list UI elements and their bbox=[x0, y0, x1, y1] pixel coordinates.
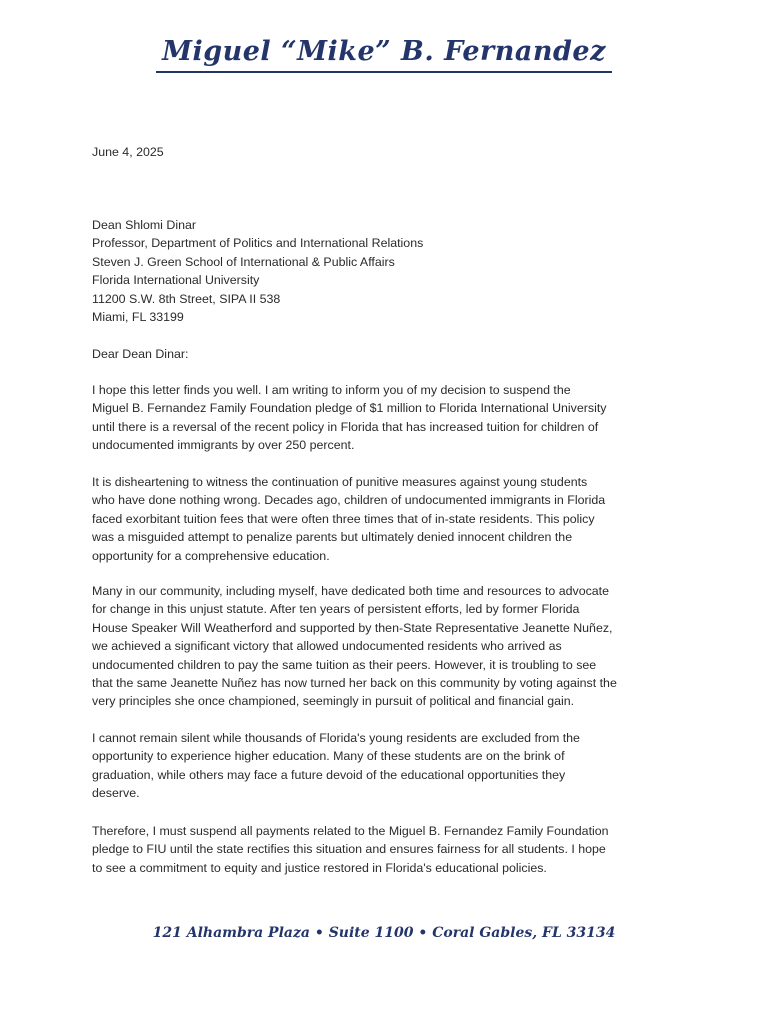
recipient-line: Florida International University bbox=[92, 273, 260, 288]
recipient-line: 11200 S.W. 8th Street, SIPA II 538 bbox=[92, 291, 281, 306]
paragraph-line: opportunity to experience higher education. Many of these students are on the brink of bbox=[92, 749, 565, 764]
recipient-line: Dean Shlomi Dinar bbox=[92, 218, 196, 232]
paragraph-line: to see a commitment to equity and justice restored in Florida's educational policies. bbox=[92, 860, 547, 875]
paragraph-line: I hope this letter finds you well. I am writing to inform you of my decision to suspend the bbox=[92, 383, 571, 397]
paragraph-line: House Speaker Will Weatherford and supported by then-State Representative Jeanette Nuñez, bbox=[92, 620, 613, 635]
recipient-line: Miami, FL 33199 bbox=[92, 310, 184, 325]
recipient-line: Steven J. Green School of International & Public Affairs bbox=[92, 254, 395, 269]
paragraph-line: Miguel B. Fernandez Family Foundation pledge of $1 million to Florida International University bbox=[92, 401, 607, 416]
paragraph-line: who have done nothing wrong. Decades ago, children of undocumented immigrants in Florida bbox=[92, 493, 606, 508]
paragraph-4 bbox=[92, 729, 692, 803]
paragraph-line: for change in this unjust statute. After ten years of persistent efforts, led by former Florida bbox=[92, 602, 580, 617]
paragraph-line: I cannot remain silent while thousands of Florida's young residents are excluded from the bbox=[92, 731, 580, 745]
paragraph-line: that the same Jeanette Nuñez has now turned her back on this community by voting against the bbox=[92, 676, 617, 691]
paragraph-line: undocumented immigrants by over 250 percent. bbox=[92, 438, 355, 453]
recipient-line: Professor, Department of Politics and International Relations bbox=[92, 236, 424, 251]
paragraph-line: pledge to FIU until the state rectifies this situation and ensures fairness for all students. I hope bbox=[92, 842, 606, 857]
footer-address: 121 Alhambra Plaza • Suite 1100 • Coral Gables, FL 33134 bbox=[152, 925, 616, 941]
letterhead-name: Miguel “Mike” B. Fernandez bbox=[156, 36, 612, 73]
paragraph-line: deserve. bbox=[92, 786, 140, 801]
paragraph-line: opportunity for a comprehensive education. bbox=[92, 548, 330, 563]
paragraph-line: was a misguided attempt to penalize parents but ultimately denied innocent children the bbox=[92, 530, 573, 545]
letterhead bbox=[0, 36, 768, 73]
paragraph-line: until there is a reversal of the recent policy in Florida that has increased tuition for children of bbox=[92, 419, 599, 434]
paragraph-line: undocumented children to pay the same tuition as their peers. However, it is troubling to see bbox=[92, 657, 597, 672]
paragraph-2 bbox=[92, 473, 692, 565]
paragraph-3 bbox=[92, 582, 692, 711]
paragraph-line: faced exorbitant tuition fees that were often three times that of in-state residents. This policy bbox=[92, 511, 595, 526]
paragraph-line: Therefore, I must suspend all payments related to the Miguel B. Fernandez Family Foundation bbox=[92, 824, 609, 838]
paragraph-5 bbox=[92, 822, 692, 877]
recipient-address bbox=[92, 216, 692, 326]
paragraph-line: It is disheartening to witness the continuation of punitive measures against young students bbox=[92, 475, 588, 489]
paragraph-line: Many in our community, including myself, have dedicated both time and resources to advocate bbox=[92, 584, 610, 598]
paragraph-line: very principles she once championed, seemingly in pursuit of political and financial gain. bbox=[92, 694, 575, 709]
salutation: Dear Dean Dinar: bbox=[92, 347, 189, 361]
paragraph-1 bbox=[92, 381, 692, 455]
letter-date: June 4, 2025 bbox=[92, 145, 164, 159]
paragraph-line: we achieved a significant victory that allowed undocumented residents who arrived as bbox=[92, 639, 562, 654]
paragraph-line: graduation, while others may face a future devoid of the educational opportunities they bbox=[92, 767, 566, 782]
